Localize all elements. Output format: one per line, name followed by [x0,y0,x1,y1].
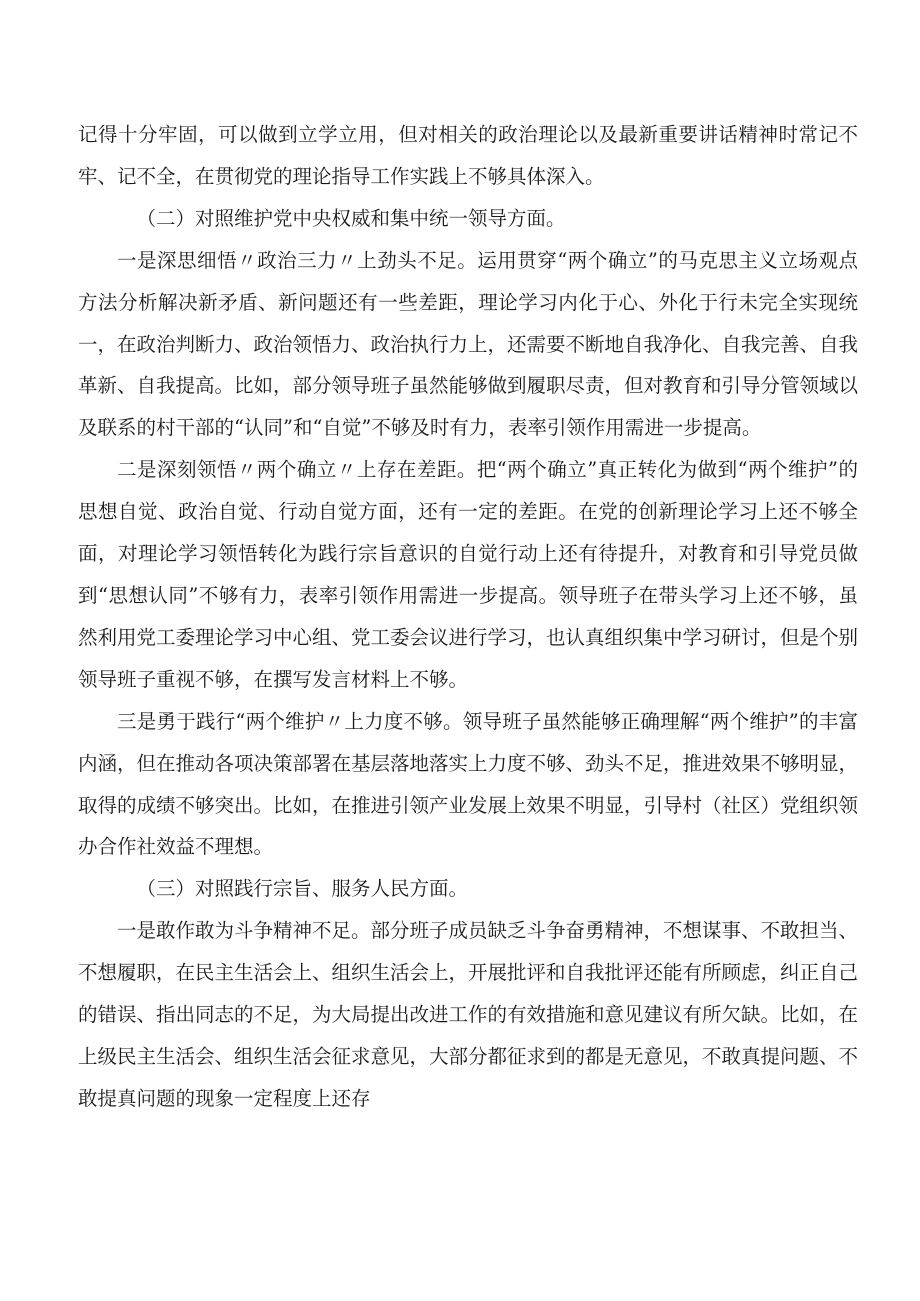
section-heading-two: （二）对照维护党中央权威和集中统一领导方面。 [136,206,566,230]
document-body [78,114,858,1120]
section-heading-three: （三）对照践行宗旨、服务人民方面。 [136,877,469,901]
paragraph-political-abilities: 一是深思细悟〃政治三力〃上劲头不足。运用贯穿“两个确立”的马克思主义立场观点方法分析解决新矛盾、新问题还有一些差距，理论学习内化于心、外化于行未完全实现统一，在政治判断力、政治领悟力、政治执行力上，还需要不断地自我净化、自我完善、自我革新、自我提高。比如，部分领导班子虽然能够做到履职尽责，但对教育和引导分管领域以及联系的村干部的“认同”和“自觉”不够及时有力，表率引领作用需进一步提高。 [78,248,859,440]
paragraph-two-establishments: 二是深刻领悟〃两个确立〃上存在差距。把“两个确立”真正转化为做到“两个维护”的思想自觉、政治自觉、行动自觉方面，还有一定的差距。在党的创新理论学习上还不够全面，对理论学习领悟转化为践行宗旨意识的自觉行动上还有待提升，对教育和引导党员做到“思想认同”不够有力，表率引领作用需进一步提高。领导班子在带头学习上还不够，虽然利用党工委理论学习中心组、党工委会议进行学习，也认真组织集中学习研讨，但是个别领导班子重视不够，在撰写发言材料上不够。 [78,458,859,691]
paragraph-two-safeguards: 三是勇于践行“两个维护〃上力度不够。领导班子虽然能够正确理解“两个维护”的丰富内涵，但在推动各项决策部署在基层落地落实上力度不够、劲头不足，推进效果不够明显，取得的成绩不够突出。比如，在推进引领产业发展上效果不明显，引导村（社区）党组织领办合作社效益不理想。 [78,709,859,859]
paragraph-continuation: 记得十分牢固，可以做到立学立用，但对相关的政治理论以及最新重要讲话精神时常记不牢、记不全，在贯彻党的理论指导工作实践上不够具体深入。 [78,123,858,188]
paragraph-fighting-spirit: 一是敢作敢为斗争精神不足。部分班子成员缺乏斗争奋勇精神，不想谋事、不敢担当、不想履职，在民主生活会上、组织生活会上，开展批评和自我批评还能有所顾虑，纠正自己的错误、指出同志的不足，为大局提出改进工作的有效措施和意见建议有所欠缺。比如，在上级民主生活会、组织生活会征求意见，大部分都征求到的都是无意见，不敢真提问题、不敢提真问题的现象一定程度上还存 [78,919,859,1110]
